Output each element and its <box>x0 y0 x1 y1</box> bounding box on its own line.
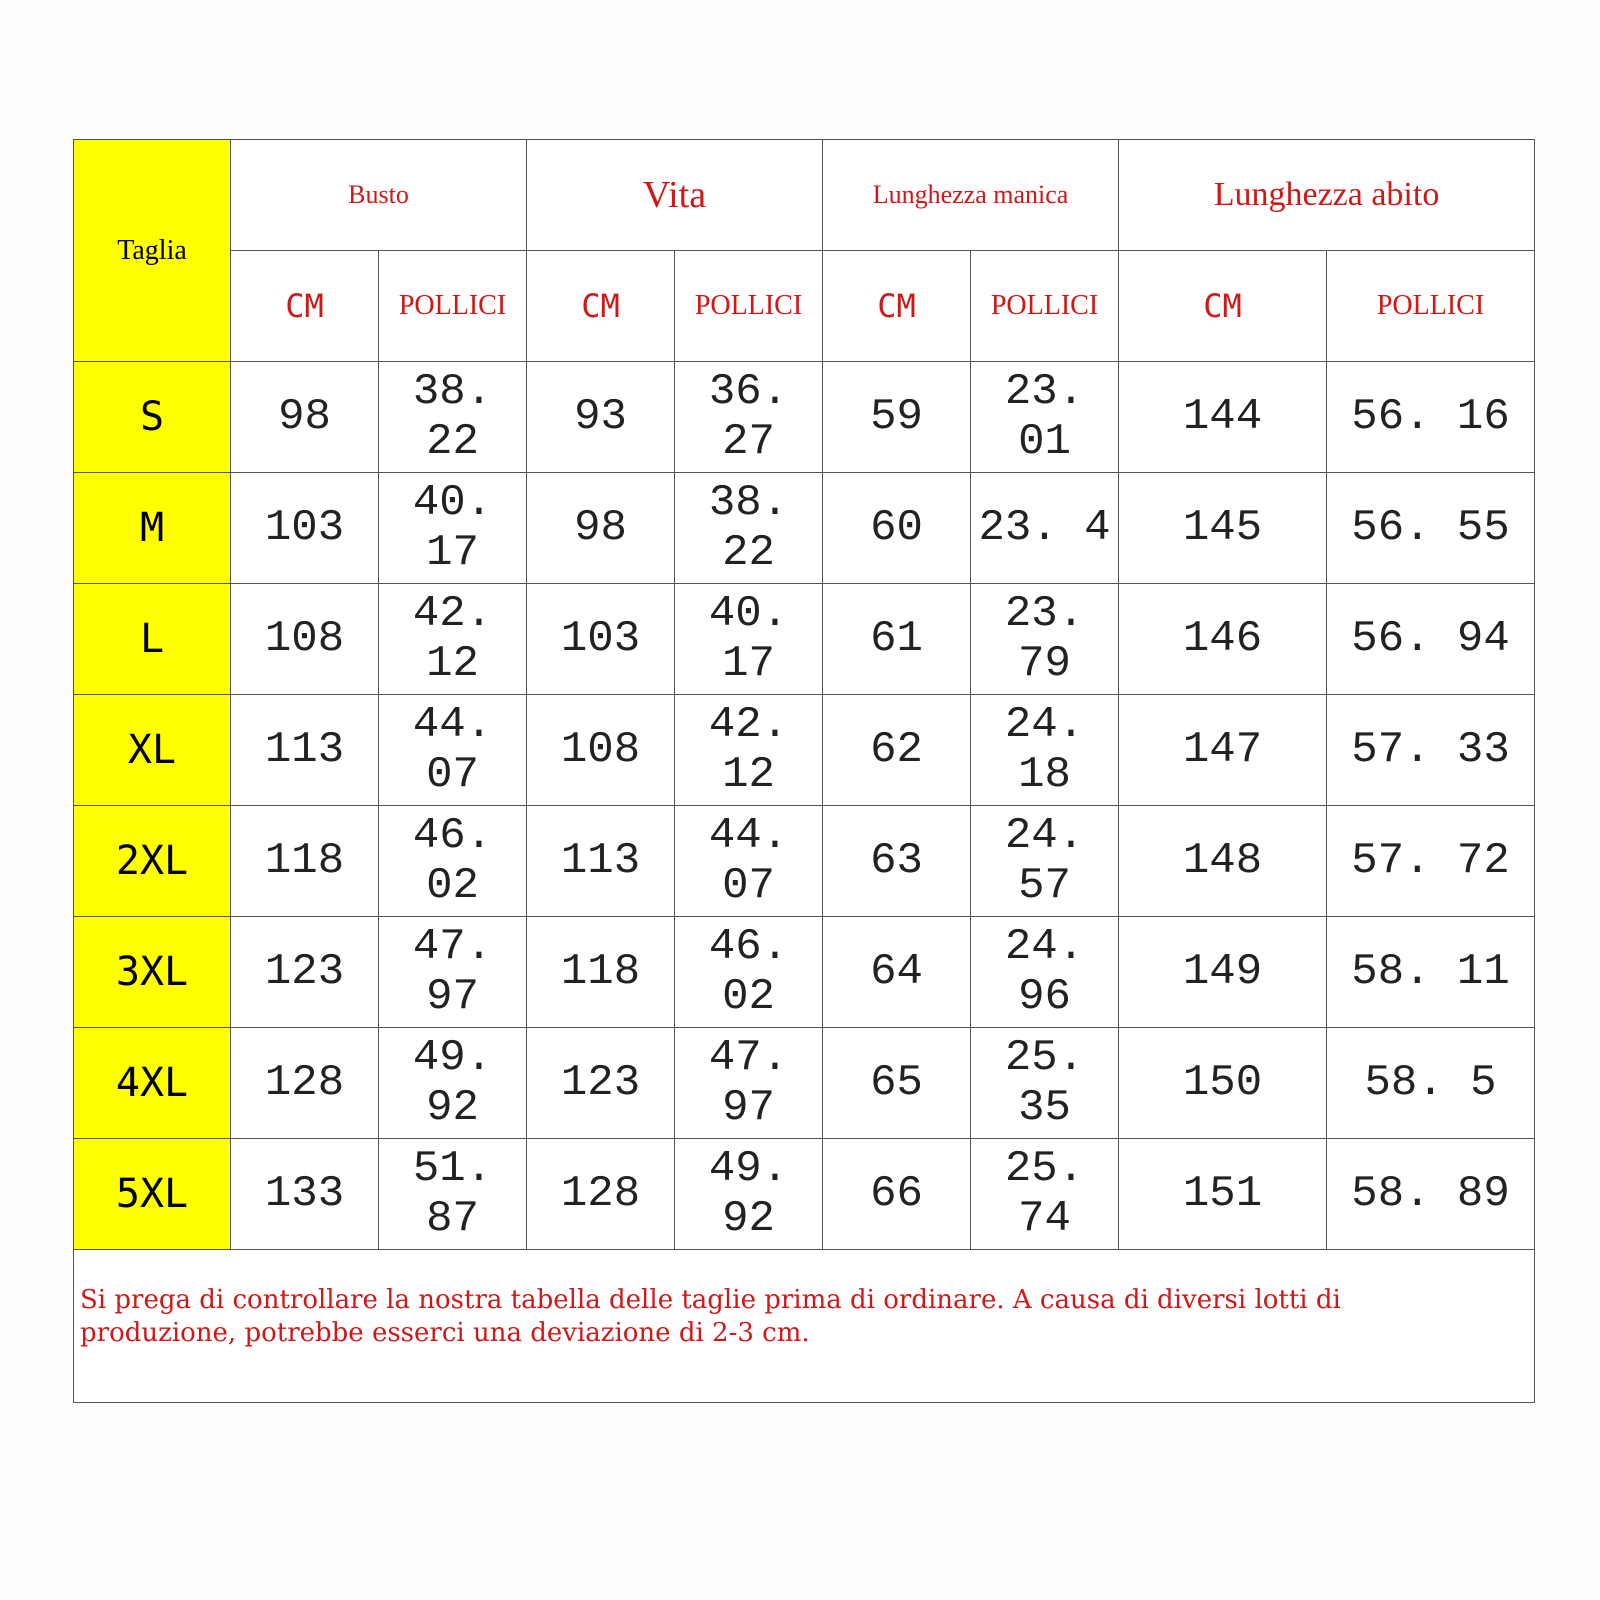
table-row <box>74 1028 1535 1139</box>
length-inches: 58. 11 <box>1327 917 1535 1028</box>
size-disclaimer-note: Si prega di controllare la nostra tabella delle taglie prima di ordinare. A causa di diversi lotti di produzione, potrebbe esserci una deviazione di 2-3 cm. <box>80 1285 1341 1348</box>
group-header-sleeve-length: Lunghezza manica <box>823 140 1119 251</box>
unit-header-cm: CM <box>1119 251 1327 362</box>
size-label: S <box>74 362 231 473</box>
size-label: 3XL <box>74 917 231 1028</box>
unit-header-row <box>74 251 1535 362</box>
bust-inches: 38. 22 <box>379 362 527 473</box>
bust-cm: 108 <box>231 584 379 695</box>
bust-cm: 133 <box>231 1139 379 1250</box>
bust-inches: 46. 02 <box>379 806 527 917</box>
bust-inches: 40. 17 <box>379 473 527 584</box>
waist-inches: 44. 07 <box>675 806 823 917</box>
group-header-row <box>74 140 1535 251</box>
length-cm: 150 <box>1119 1028 1327 1139</box>
bust-inches: 44. 07 <box>379 695 527 806</box>
waist-inches: 38. 22 <box>675 473 823 584</box>
sleeve-inches: 23. 4 <box>971 473 1119 584</box>
waist-inches: 40. 17 <box>675 584 823 695</box>
size-label: 5XL <box>74 1139 231 1250</box>
bust-cm: 128 <box>231 1028 379 1139</box>
bust-cm: 118 <box>231 806 379 917</box>
length-inches: 56. 55 <box>1327 473 1535 584</box>
sleeve-cm: 60 <box>823 473 971 584</box>
length-inches: 56. 94 <box>1327 584 1535 695</box>
size-label: 4XL <box>74 1028 231 1139</box>
waist-inches: 47. 97 <box>675 1028 823 1139</box>
group-header-bust: Busto <box>231 140 527 251</box>
bust-inches: 42. 12 <box>379 584 527 695</box>
waist-cm: 113 <box>527 806 675 917</box>
length-cm: 148 <box>1119 806 1327 917</box>
unit-header-inches: POLLICI <box>675 251 823 362</box>
sleeve-inches: 24. 18 <box>971 695 1119 806</box>
length-inches: 56. 16 <box>1327 362 1535 473</box>
sleeve-cm: 61 <box>823 584 971 695</box>
bust-cm: 113 <box>231 695 379 806</box>
table-row <box>74 806 1535 917</box>
length-cm: 147 <box>1119 695 1327 806</box>
unit-header-cm: CM <box>527 251 675 362</box>
sleeve-cm: 59 <box>823 362 971 473</box>
waist-cm: 128 <box>527 1139 675 1250</box>
length-inches: 58. 89 <box>1327 1139 1535 1250</box>
bust-cm: 123 <box>231 917 379 1028</box>
length-cm: 149 <box>1119 917 1327 1028</box>
sleeve-inches: 23. 01 <box>971 362 1119 473</box>
sleeve-cm: 63 <box>823 806 971 917</box>
sleeve-inches: 24. 96 <box>971 917 1119 1028</box>
group-header-dress-length: Lunghezza abito <box>1119 140 1535 251</box>
waist-inches: 42. 12 <box>675 695 823 806</box>
waist-cm: 118 <box>527 917 675 1028</box>
waist-cm: 108 <box>527 695 675 806</box>
size-chart <box>73 139 1535 1403</box>
unit-header-inches: POLLICI <box>379 251 527 362</box>
bust-inches: 51. 87 <box>379 1139 527 1250</box>
unit-header-cm: CM <box>231 251 379 362</box>
waist-inches: 49. 92 <box>675 1139 823 1250</box>
size-column-header: Taglia <box>74 140 231 362</box>
unit-header-inches: POLLICI <box>1327 251 1535 362</box>
size-label: XL <box>74 695 231 806</box>
length-cm: 146 <box>1119 584 1327 695</box>
table-row <box>74 695 1535 806</box>
waist-inches: 46. 02 <box>675 917 823 1028</box>
sleeve-inches: 25. 35 <box>971 1028 1119 1139</box>
sleeve-cm: 64 <box>823 917 971 1028</box>
unit-header-inches: POLLICI <box>971 251 1119 362</box>
waist-cm: 103 <box>527 584 675 695</box>
waist-cm: 98 <box>527 473 675 584</box>
sleeve-cm: 62 <box>823 695 971 806</box>
size-label: 2XL <box>74 806 231 917</box>
table-row <box>74 1139 1535 1250</box>
sleeve-inches: 23. 79 <box>971 584 1119 695</box>
size-label: M <box>74 473 231 584</box>
length-inches: 57. 72 <box>1327 806 1535 917</box>
bust-inches: 47. 97 <box>379 917 527 1028</box>
sleeve-inches: 25. 74 <box>971 1139 1119 1250</box>
waist-inches: 36. 27 <box>675 362 823 473</box>
length-cm: 151 <box>1119 1139 1327 1250</box>
bust-cm: 98 <box>231 362 379 473</box>
sleeve-inches: 24. 57 <box>971 806 1119 917</box>
bust-inches: 49. 92 <box>379 1028 527 1139</box>
table-row <box>74 584 1535 695</box>
length-cm: 144 <box>1119 362 1327 473</box>
table-row <box>74 917 1535 1028</box>
bust-cm: 103 <box>231 473 379 584</box>
waist-cm: 93 <box>527 362 675 473</box>
sleeve-cm: 65 <box>823 1028 971 1139</box>
size-table <box>73 139 1535 1250</box>
table-row <box>74 473 1535 584</box>
unit-header-cm: CM <box>823 251 971 362</box>
size-label: L <box>74 584 231 695</box>
waist-cm: 123 <box>527 1028 675 1139</box>
length-inches: 58. 5 <box>1327 1028 1535 1139</box>
sleeve-cm: 66 <box>823 1139 971 1250</box>
length-inches: 57. 33 <box>1327 695 1535 806</box>
table-row <box>74 362 1535 473</box>
group-header-waist: Vita <box>527 140 823 251</box>
length-cm: 145 <box>1119 473 1327 584</box>
